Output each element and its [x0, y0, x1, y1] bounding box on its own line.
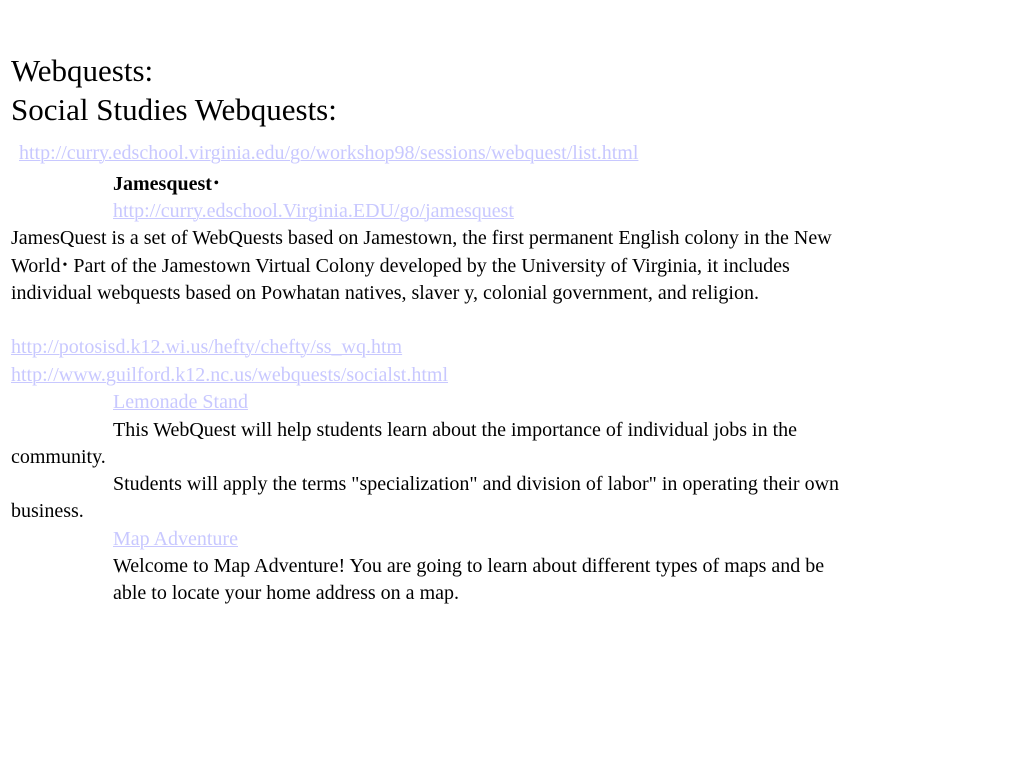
- jamesquest-title: Jamesquest: [113, 173, 212, 195]
- jamesquest-description-line-1: JamesQuest is a set of WebQuests based on Jamestown, the first permanent English colony in the New: [11, 227, 832, 249]
- jamesquest-description-line-2: [11, 256, 790, 276]
- jamesquest-description-world: World: [11, 255, 61, 277]
- jamesquest-description-bullet: •: [62, 258, 68, 273]
- lemonade-description-1-line-2: community.: [11, 446, 106, 468]
- link-curry-webquest-list[interactable]: http://curry.edschool.virginia.edu/go/workshop98/sessions/webquest/list.html: [19, 142, 639, 164]
- heading-social-studies-webquests: Social Studies Webquests:: [11, 92, 337, 127]
- link-jamesquest[interactable]: http://curry.edschool.Virginia.EDU/go/jamesquest: [113, 200, 514, 222]
- link-guilford-webquests[interactable]: http://www.guilford.k12.nc.us/webquests/socialst.html: [11, 364, 449, 386]
- jamesquest-description-part: Part of the Jamestown Virtual Colony developed by the University of Virginia, it includes: [73, 255, 790, 277]
- map-adventure-description-line-2: able to locate your home address on a map.: [113, 582, 459, 604]
- lemonade-description-2-line-2: business.: [11, 500, 84, 522]
- jamesquest-description-line-3: individual webquests based on Powhatan natives, slaver y, colonial government, and religion.: [11, 282, 759, 304]
- link-map-adventure[interactable]: Map Adventure: [113, 528, 238, 550]
- lemonade-description-1-line-1: This WebQuest will help students learn about the importance of individual jobs in the: [113, 419, 798, 441]
- link-lemonade-stand[interactable]: Lemonade Stand: [113, 391, 248, 413]
- map-adventure-description-line-1: Welcome to Map Adventure! You are going to learn about different types of maps and be: [113, 555, 825, 577]
- link-potosi-webquests[interactable]: http://potosisd.k12.wi.us/hefty/chefty/ss_wq.htm: [11, 336, 403, 358]
- lemonade-description-2-line-1: Students will apply the terms "specialization" and division of labor" in operating their own: [113, 473, 840, 495]
- jamesquest-title-bullet: •: [213, 176, 219, 191]
- jamesquest-heading: [113, 174, 219, 194]
- heading-webquests: Webquests:: [11, 53, 154, 88]
